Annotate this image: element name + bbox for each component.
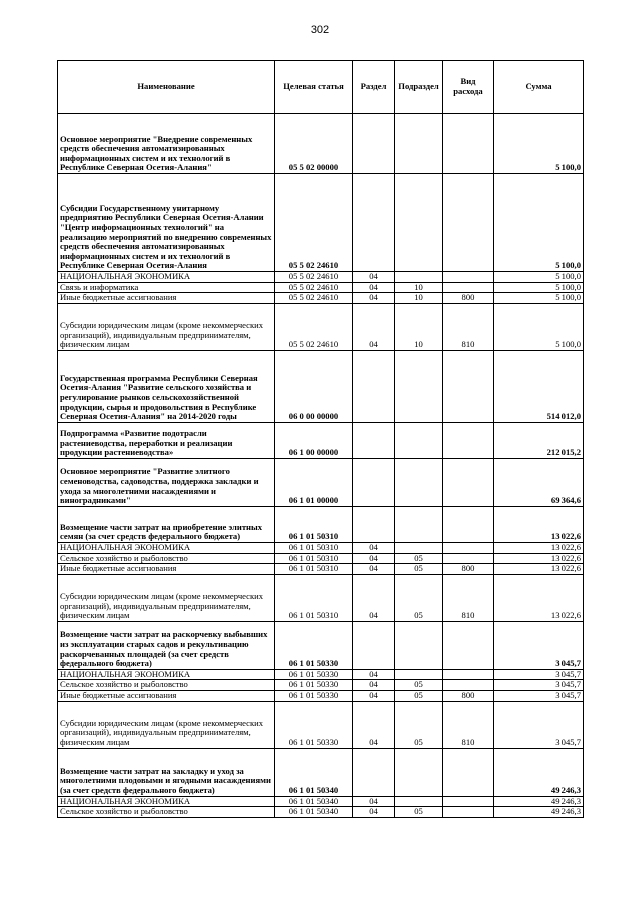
cell-section: 04 [353, 669, 395, 680]
cell-sum: 13 022,6 [494, 564, 584, 575]
cell-name: Подпрограмма «Развитие подотрасли растениеводства, переработки и реализации продукции растениеводства» [58, 422, 275, 458]
cell-section: 04 [353, 701, 395, 748]
table-row [58, 680, 584, 691]
table-row [58, 691, 584, 702]
cell-sum: 5 100,0 [494, 174, 584, 272]
cell-name: Иные бюджетные ассигнования [58, 691, 275, 702]
cell-kind [443, 458, 494, 506]
cell-sum: 5 100,0 [494, 272, 584, 283]
table-row [58, 807, 584, 818]
cell-section [353, 350, 395, 422]
cell-kind: 800 [443, 691, 494, 702]
cell-section: 04 [353, 293, 395, 304]
table-row [58, 701, 584, 748]
cell-name: Сельское хозяйство и рыболовство [58, 807, 275, 818]
cell-subsection: 05 [395, 701, 443, 748]
cell-name: Основное мероприятие "Развитие элитного семеноводства, садоводства, поддержка закладки и ухода за многолетними насаждениями и виноградниками" [58, 458, 275, 506]
cell-name: Связь и информатика [58, 282, 275, 293]
cell-section: 04 [353, 303, 395, 350]
cell-code: 06 1 01 50340 [275, 807, 353, 818]
cell-code: 06 1 01 50330 [275, 680, 353, 691]
cell-name: Иные бюджетные ассигнования [58, 564, 275, 575]
cell-sum: 13 022,6 [494, 574, 584, 621]
cell-name: Возмещение части затрат на приобретение элитных семян (за счет средств федерального бюджета) [58, 506, 275, 542]
cell-name: Сельское хозяйство и рыболовство [58, 553, 275, 564]
cell-kind [443, 669, 494, 680]
cell-name: Сельское хозяйство и рыболовство [58, 680, 275, 691]
cell-section: 04 [353, 282, 395, 293]
cell-subsection [395, 422, 443, 458]
cell-name: Государственная программа Республики Северная Осетия-Алания "Развитие сельского хозяйства и регулирование рынков сельскохозяйственной продукции, сырья и продовольствия в Республике Северная Осетия-Алания" на 2014-2020 годы [58, 350, 275, 422]
cell-name: НАЦИОНАЛЬНАЯ ЭКОНОМИКА [58, 272, 275, 283]
cell-sum: 3 045,7 [494, 701, 584, 748]
cell-subsection [395, 114, 443, 174]
budget-table [57, 60, 584, 818]
cell-section: 04 [353, 807, 395, 818]
header-kind: Вид расхода [443, 61, 494, 114]
table-row [58, 748, 584, 796]
cell-code: 05 5 02 00000 [275, 114, 353, 174]
cell-code: 05 5 02 24610 [275, 174, 353, 272]
cell-section: 04 [353, 574, 395, 621]
cell-subsection [395, 542, 443, 553]
cell-sum: 13 022,6 [494, 506, 584, 542]
cell-section: 04 [353, 564, 395, 575]
cell-subsection [395, 350, 443, 422]
cell-name: Возмещение части затрат на раскорчевку выбывших из эксплуатации старых садов и рекультивацию раскорчеванных площадей (за счет средств федерального бюджета) [58, 621, 275, 669]
cell-subsection: 10 [395, 293, 443, 304]
cell-sum: 514 012,0 [494, 350, 584, 422]
cell-subsection [395, 669, 443, 680]
cell-code: 06 1 01 50310 [275, 542, 353, 553]
cell-name: Субсидии Государственному унитарному предприятию Республики Северная Осетия-Алании "Центр информационных технологий" на реализацию мероприятий по внедрению современных средств обеспечения автоматизированных информационных систем и их технологий в Республике Северная Осетия-Алания [58, 174, 275, 272]
table-row [58, 669, 584, 680]
header-name: Наименование [58, 61, 275, 114]
table-body [58, 114, 584, 818]
cell-subsection [395, 506, 443, 542]
cell-subsection: 05 [395, 553, 443, 564]
cell-name: Субсидии юридическим лицам (кроме некоммерческих организаций), индивидуальным предпринимателям, физическим лицам [58, 574, 275, 621]
cell-code: 06 1 00 00000 [275, 422, 353, 458]
cell-kind [443, 272, 494, 283]
cell-kind: 800 [443, 293, 494, 304]
cell-sum: 13 022,6 [494, 542, 584, 553]
table-row [58, 564, 584, 575]
cell-kind: 800 [443, 564, 494, 575]
page-number: 302 [310, 24, 330, 36]
cell-code: 05 5 02 24610 [275, 272, 353, 283]
cell-sum: 49 246,3 [494, 748, 584, 796]
table-row [58, 574, 584, 621]
cell-sum: 5 100,0 [494, 114, 584, 174]
table-header-row [58, 61, 584, 114]
cell-sum: 49 246,3 [494, 807, 584, 818]
cell-section: 04 [353, 691, 395, 702]
cell-kind [443, 506, 494, 542]
cell-sum: 212 015,2 [494, 422, 584, 458]
cell-section [353, 174, 395, 272]
cell-subsection: 10 [395, 282, 443, 293]
header-subsection: Подраздел [395, 61, 443, 114]
table-row [58, 293, 584, 304]
cell-name: НАЦИОНАЛЬНАЯ ЭКОНОМИКА [58, 542, 275, 553]
cell-sum: 5 100,0 [494, 303, 584, 350]
cell-subsection: 05 [395, 691, 443, 702]
cell-kind [443, 350, 494, 422]
table-row [58, 458, 584, 506]
cell-sum: 3 045,7 [494, 680, 584, 691]
cell-code: 06 0 00 00000 [275, 350, 353, 422]
cell-code: 06 1 01 50310 [275, 506, 353, 542]
cell-code: 06 1 01 50310 [275, 564, 353, 575]
cell-code: 06 1 01 50340 [275, 796, 353, 807]
table-row [58, 553, 584, 564]
cell-subsection: 05 [395, 680, 443, 691]
cell-sum: 3 045,7 [494, 621, 584, 669]
cell-sum: 5 100,0 [494, 293, 584, 304]
cell-kind [443, 807, 494, 818]
table-row [58, 174, 584, 272]
header-code: Целевая статья [275, 61, 353, 114]
cell-subsection [395, 272, 443, 283]
cell-section [353, 422, 395, 458]
cell-kind [443, 748, 494, 796]
cell-subsection: 05 [395, 564, 443, 575]
cell-name: Основное мероприятие "Внедрение современных средств обеспечения автоматизированных информационных систем и их технологий в Республике Северная Осетия-Алания" [58, 114, 275, 174]
cell-kind: 810 [443, 574, 494, 621]
cell-section: 04 [353, 553, 395, 564]
cell-kind: 810 [443, 303, 494, 350]
cell-sum: 69 364,6 [494, 458, 584, 506]
table-row [58, 350, 584, 422]
cell-subsection [395, 174, 443, 272]
cell-section: 04 [353, 796, 395, 807]
cell-name: Субсидии юридическим лицам (кроме некоммерческих организаций), индивидуальным предпринимателям, физическим лицам [58, 701, 275, 748]
cell-kind [443, 542, 494, 553]
cell-subsection: 05 [395, 574, 443, 621]
cell-kind [443, 796, 494, 807]
table-row [58, 272, 584, 283]
table-row [58, 542, 584, 553]
cell-sum: 3 045,7 [494, 691, 584, 702]
cell-code: 05 5 02 24610 [275, 293, 353, 304]
table-row [58, 506, 584, 542]
cell-code: 06 1 01 50330 [275, 669, 353, 680]
cell-name: НАЦИОНАЛЬНАЯ ЭКОНОМИКА [58, 796, 275, 807]
cell-name: НАЦИОНАЛЬНАЯ ЭКОНОМИКА [58, 669, 275, 680]
cell-code: 06 1 01 50340 [275, 748, 353, 796]
cell-sum: 3 045,7 [494, 669, 584, 680]
cell-code: 06 1 01 50330 [275, 691, 353, 702]
cell-kind [443, 174, 494, 272]
cell-code: 05 5 02 24610 [275, 303, 353, 350]
cell-section [353, 458, 395, 506]
cell-subsection [395, 621, 443, 669]
cell-kind [443, 282, 494, 293]
table-row [58, 621, 584, 669]
cell-section: 04 [353, 680, 395, 691]
cell-code: 06 1 01 50310 [275, 553, 353, 564]
cell-name: Иные бюджетные ассигнования [58, 293, 275, 304]
cell-kind [443, 114, 494, 174]
cell-kind [443, 553, 494, 564]
cell-code: 05 5 02 24610 [275, 282, 353, 293]
cell-section [353, 114, 395, 174]
header-sum: Сумма [494, 61, 584, 114]
cell-sum: 49 246,3 [494, 796, 584, 807]
cell-kind: 810 [443, 701, 494, 748]
cell-subsection: 10 [395, 303, 443, 350]
cell-subsection [395, 748, 443, 796]
cell-kind [443, 680, 494, 691]
cell-kind [443, 621, 494, 669]
cell-section [353, 748, 395, 796]
cell-code: 06 1 01 50310 [275, 574, 353, 621]
cell-subsection [395, 796, 443, 807]
cell-code: 06 1 01 00000 [275, 458, 353, 506]
cell-name: Возмещение части затрат на закладку и уход за многолетними плодовыми и ягодными насаждениями (за счет средств федерального бюджета) [58, 748, 275, 796]
table-row [58, 114, 584, 174]
cell-subsection [395, 458, 443, 506]
cell-code: 06 1 01 50330 [275, 621, 353, 669]
cell-section: 04 [353, 272, 395, 283]
table-row [58, 796, 584, 807]
cell-code: 06 1 01 50330 [275, 701, 353, 748]
header-section: Раздел [353, 61, 395, 114]
cell-subsection: 05 [395, 807, 443, 818]
table-row [58, 282, 584, 293]
cell-section: 04 [353, 542, 395, 553]
table-row [58, 303, 584, 350]
table-row [58, 422, 584, 458]
cell-section [353, 506, 395, 542]
cell-section [353, 621, 395, 669]
cell-sum: 13 022,6 [494, 553, 584, 564]
cell-kind [443, 422, 494, 458]
cell-sum: 5 100,0 [494, 282, 584, 293]
cell-name: Субсидии юридическим лицам (кроме некоммерческих организаций), индивидуальным предпринимателям, физическим лицам [58, 303, 275, 350]
